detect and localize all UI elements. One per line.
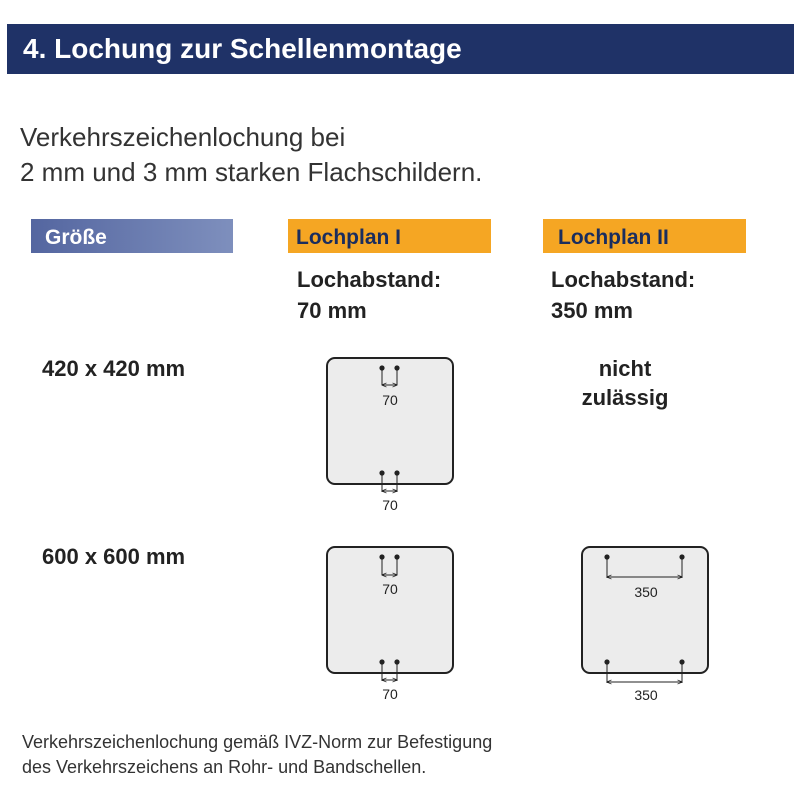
size-label-600: 600 x 600 mm [42, 544, 186, 569]
lochplan-1-spacing-label: Lochabstand: [297, 267, 442, 292]
sign-600-lochplan-1 [327, 547, 453, 702]
not-allowed-line-1: nicht [598, 356, 652, 381]
footnote [22, 730, 492, 780]
sign-420-lochplan-1 [327, 358, 453, 513]
intro-line-1: Verkehrszeichenlochung bei [20, 122, 346, 152]
dim-label: 70 [382, 392, 398, 408]
footnote-line-2: des Verkehrszeichens an Rohr- und Bandschellen. [22, 757, 427, 777]
size-column-header: Größe [31, 219, 233, 253]
dim-label: 350 [634, 687, 658, 703]
size-label-420: 420 x 420 mm [42, 356, 186, 381]
sign-600-lochplan-2 [582, 547, 708, 703]
intro-line-2: 2 mm und 3 mm starken Flachschildern. [20, 157, 483, 187]
lochplan-1-spacing-value: 70 mm [297, 298, 367, 323]
dim-label: 350 [634, 584, 658, 600]
dim-label: 70 [382, 581, 398, 597]
footnote-line-1: Verkehrszeichenlochung gemäß IVZ-Norm zur Befestigung [22, 732, 493, 752]
dim-label: 70 [382, 497, 398, 513]
not-allowed-line-2: zulässig [581, 385, 669, 410]
dim-label: 70 [382, 686, 398, 702]
section-title: 4. Lochung zur Schellenmontage [23, 33, 462, 64]
lochplan-2-spacing-value: 350 mm [551, 298, 633, 323]
lochplan-2-header: Lochplan II [543, 219, 746, 253]
lochplan-2-spacing-label: Lochabstand: [551, 267, 696, 292]
lochplan-1-header: Lochplan I [288, 219, 491, 253]
